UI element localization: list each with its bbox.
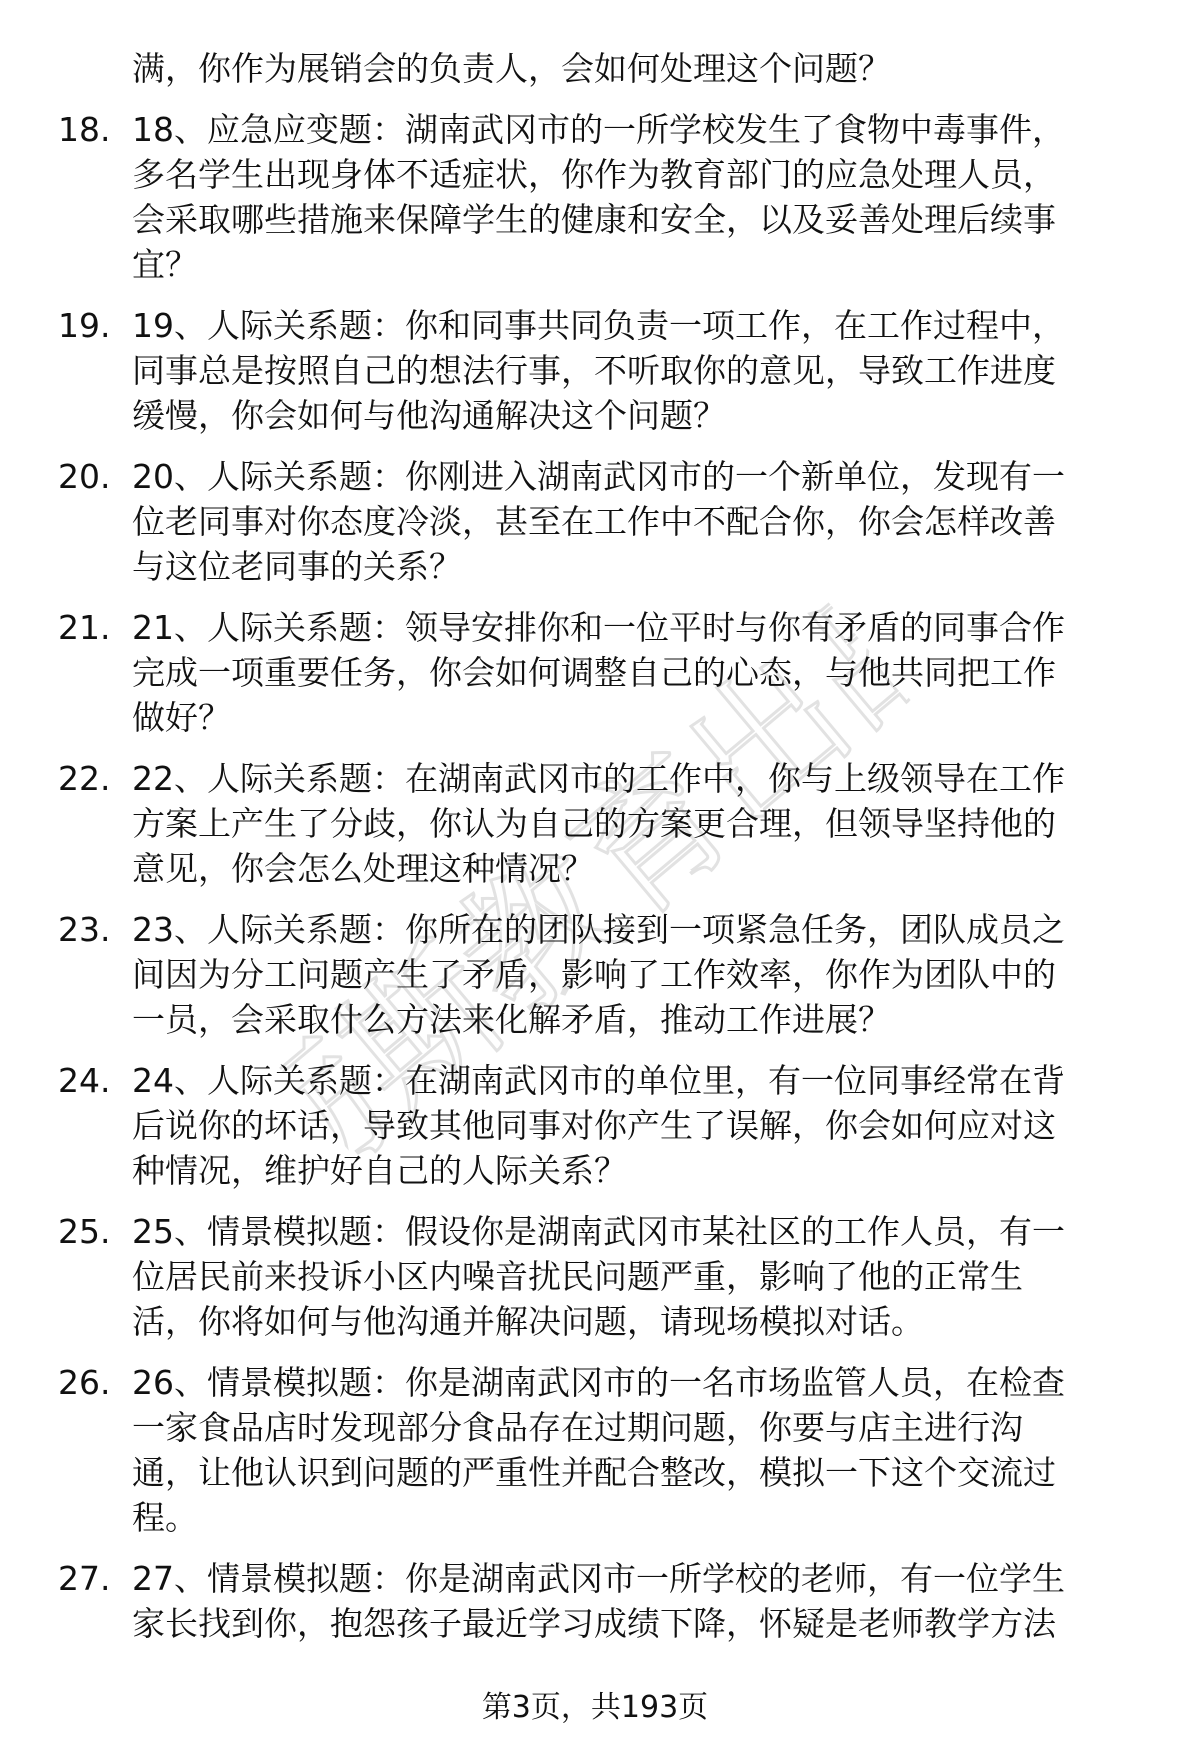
list-item-number: 18. — [58, 110, 111, 149]
list-item-text-line: 23、人际关系题：你所在的团队接到一项紧急任务，团队成员之 — [132, 910, 1065, 949]
list-item-number: 27. — [58, 1559, 111, 1598]
document-body — [0, 46, 1190, 1646]
list-item-number: 26. — [58, 1363, 111, 1402]
list-item-text-line: 一家食品店时发现部分食品存在过期问题，你要与店主进行沟 — [132, 1408, 1023, 1447]
list-item-text-line: 22、人际关系题：在湖南武冈市的工作中，你与上级领导在工作 — [132, 759, 1065, 798]
list-item-text-line: 20、人际关系题：你刚进入湖南武冈市的一个新单位，发现有一 — [132, 457, 1065, 496]
list-item-text-line: 种情况，维护好自己的人际关系？ — [132, 1151, 627, 1190]
list-item-number: 21. — [58, 608, 111, 647]
list-item — [0, 454, 1190, 589]
list-item-text-line: 家长找到你，抱怨孩子最近学习成绩下降，怀疑是老师教学方法 — [132, 1604, 1056, 1643]
list-item-text-line: 26、情景模拟题：你是湖南武冈市的一名市场监管人员，在检查 — [132, 1363, 1065, 1402]
list-item-number: 23. — [58, 910, 111, 949]
list-item-text-line: 24、人际关系题：在湖南武冈市的单位里，有一位同事经常在背 — [132, 1061, 1065, 1100]
list-item — [0, 1556, 1190, 1646]
list-item-text-line: 19、人际关系题：你和同事共同负责一项工作，在工作过程中， — [132, 306, 1065, 345]
list-item — [0, 303, 1190, 438]
list-item-text-line: 意见，你会怎么处理这种情况？ — [132, 849, 594, 888]
list-item-text-line: 一员，会采取什么方法来化解矛盾，推动工作进展？ — [132, 1000, 891, 1039]
list-item-text-line: 宜？ — [132, 245, 198, 284]
list-item-text-line: 多名学生出现身体不适症状，你作为教育部门的应急处理人员， — [132, 155, 1056, 194]
list-item — [0, 1360, 1190, 1540]
list-item-text-line: 后说你的坏话，导致其他同事对你产生了误解，你会如何应对这 — [132, 1106, 1056, 1145]
list-item-text-line: 位居民前来投诉小区内噪音扰民问题严重，影响了他的正常生 — [132, 1257, 1023, 1296]
list-item-text-line: 做好？ — [132, 698, 231, 737]
list-item-number: 22. — [58, 759, 111, 798]
list-item — [0, 107, 1190, 287]
list-item — [0, 756, 1190, 891]
list-item-text-line: 与这位老同事的关系？ — [132, 547, 462, 586]
list-item-text-line: 25、情景模拟题：假设你是湖南武冈市某社区的工作人员，有一 — [132, 1212, 1065, 1251]
list-item-number: 25. — [58, 1212, 111, 1251]
list-item-text-line: 缓慢，你会如何与他沟通解决这个问题？ — [132, 396, 726, 435]
list-item-text-line: 程。 — [132, 1498, 198, 1537]
list-item-text-line: 间因为分工问题产生了矛盾，影响了工作效率，你作为团队中的 — [132, 955, 1056, 994]
list-item-text-line: 会采取哪些措施来保障学生的健康和安全，以及妥善处理后续事 — [132, 200, 1056, 239]
list-item-text-line: 同事总是按照自己的想法行事，不听取你的意见，导致工作进度 — [132, 351, 1056, 390]
list-item — [0, 605, 1190, 740]
list-item — [0, 1209, 1190, 1344]
list-item-text-line: 21、人际关系题：领导安排你和一位平时与你有矛盾的同事合作 — [132, 608, 1065, 647]
list-item-text-line: 方案上产生了分歧，你认为自己的方案更合理，但领导坚持他的 — [132, 804, 1056, 843]
continuation-line: 满，你作为展销会的负责人，会如何处理这个问题？ — [132, 49, 891, 88]
list-item-text-line: 位老同事对你态度冷淡，甚至在工作中不配合你，你会怎样改善 — [132, 502, 1056, 541]
list-item-number: 19. — [58, 306, 111, 345]
page-footer: 第3页，共193页 — [481, 1690, 709, 1725]
list-item — [0, 1058, 1190, 1193]
question-list — [0, 107, 1190, 1646]
list-item-text-line: 18、应急应变题：湖南武冈市的一所学校发生了食物中毒事件， — [132, 110, 1065, 149]
list-item-text-line: 27、情景模拟题：你是湖南武冈市一所学校的老师，有一位学生 — [132, 1559, 1065, 1598]
svg-text:砺斯教育出品: 砺斯教育出品 — [240, 559, 960, 1221]
list-item-text-line: 完成一项重要任务，你会如何调整自己的心态，与他共同把工作 — [132, 653, 1056, 692]
list-item-text-line: 通，让他认识到问题的严重性并配合整改，模拟一下这个交流过 — [132, 1453, 1056, 1492]
list-item-number: 20. — [58, 457, 111, 496]
list-item-text-line: 活，你将如何与他沟通并解决问题，请现场模拟对话。 — [132, 1302, 924, 1341]
list-item — [0, 907, 1190, 1042]
list-item-number: 24. — [58, 1061, 111, 1100]
